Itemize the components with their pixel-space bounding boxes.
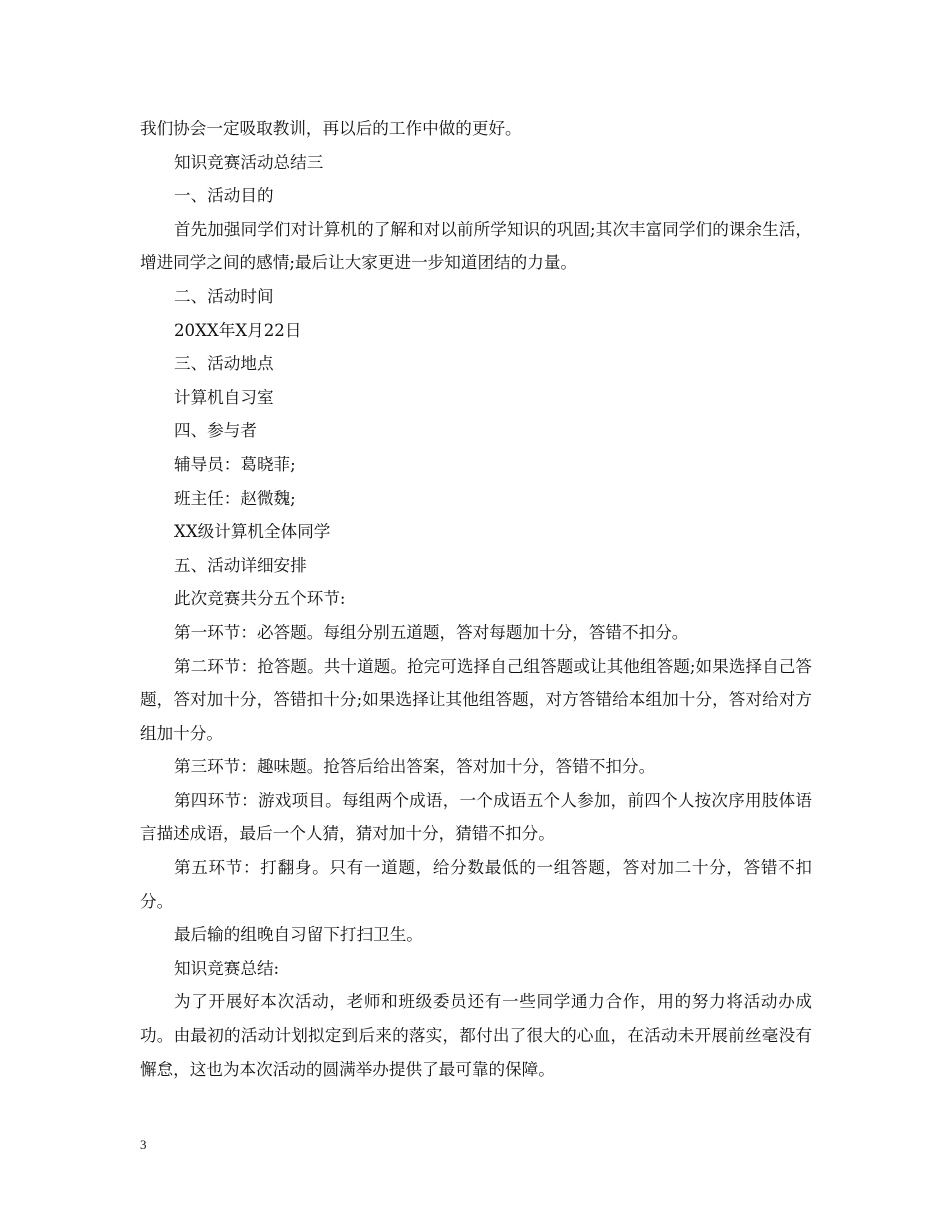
participant-counselor: 辅导员：葛晓菲; — [174, 454, 296, 474]
paragraph-overview: 此次竞赛共分五个环节: — [174, 589, 346, 609]
round-five: 第五环节：打翻身。只有一道题，给分数最低的一组答题，答对加二十分，答错不扣分。 — [140, 858, 812, 911]
paragraph-location: 计算机自习室 — [174, 387, 274, 407]
heading-purpose: 一、活动目的 — [174, 186, 274, 206]
round-two: 第二环节：抢答题。共十道题。抢完可选择自己组答题或让其他组答题;如果选择自己答题，答对加十分，答错扣十分;如果选择让其他组答题，对方答错给本组加十分，答对给对方组加十分。 — [140, 656, 812, 743]
round-one: 第一环节：必答题。每组分别五道题，答对每题加十分，答错不扣分。 — [174, 622, 689, 642]
heading-time: 二、活动时间 — [174, 286, 274, 306]
heading-participants: 四、参与者 — [174, 421, 257, 441]
section-title: 知识竞赛活动总结三 — [174, 152, 324, 172]
heading-location: 三、活动地点 — [174, 354, 274, 374]
round-four: 第四环节：游戏项目。每组两个成语，一个成语五个人参加，前四个人按次序用肢体语言描述成语，最后一个人猜，猜对加十分，猜错不扣分。 — [140, 790, 812, 844]
participant-head-teacher: 班主任：赵微魏; — [174, 488, 296, 508]
paragraph-date: 20XX年X月22日 — [174, 320, 302, 340]
document-body — [140, 112, 812, 1086]
paragraph-purpose: 首先加强同学们对计算机的了解和对以前所学知识的巩固;其次丰富同学们的课余生活，增进同学之间的感情;最后让大家更进一步知道团结的力量。 — [140, 219, 812, 273]
paragraph-continuation: 我们协会一定吸取教训，再以后的工作中做的更好。 — [140, 119, 522, 138]
page-number: 3 — [140, 1137, 147, 1152]
heading-summary: 知识竞赛总结: — [174, 958, 280, 978]
round-three: 第三环节：趣味题。抢答后给出答案，答对加十分，答错不扣分。 — [174, 757, 656, 777]
participant-students: XX级计算机全体同学 — [174, 522, 331, 542]
paragraph-penalty: 最后输的组晚自习留下打扫卫生。 — [174, 925, 423, 945]
paragraph-summary: 为了开展好本次活动，老师和班级委员还有一些同学通力合作，用的努力将活动办成功。由最初的活动计划拟定到后来的落实，都付出了很大的心血，在活动未开展前丝毫没有懈怠，这也为本次活动的圆满举办提供了最可靠的保障。 — [140, 992, 812, 1079]
heading-arrangement: 五、活动详细安排 — [174, 555, 307, 575]
